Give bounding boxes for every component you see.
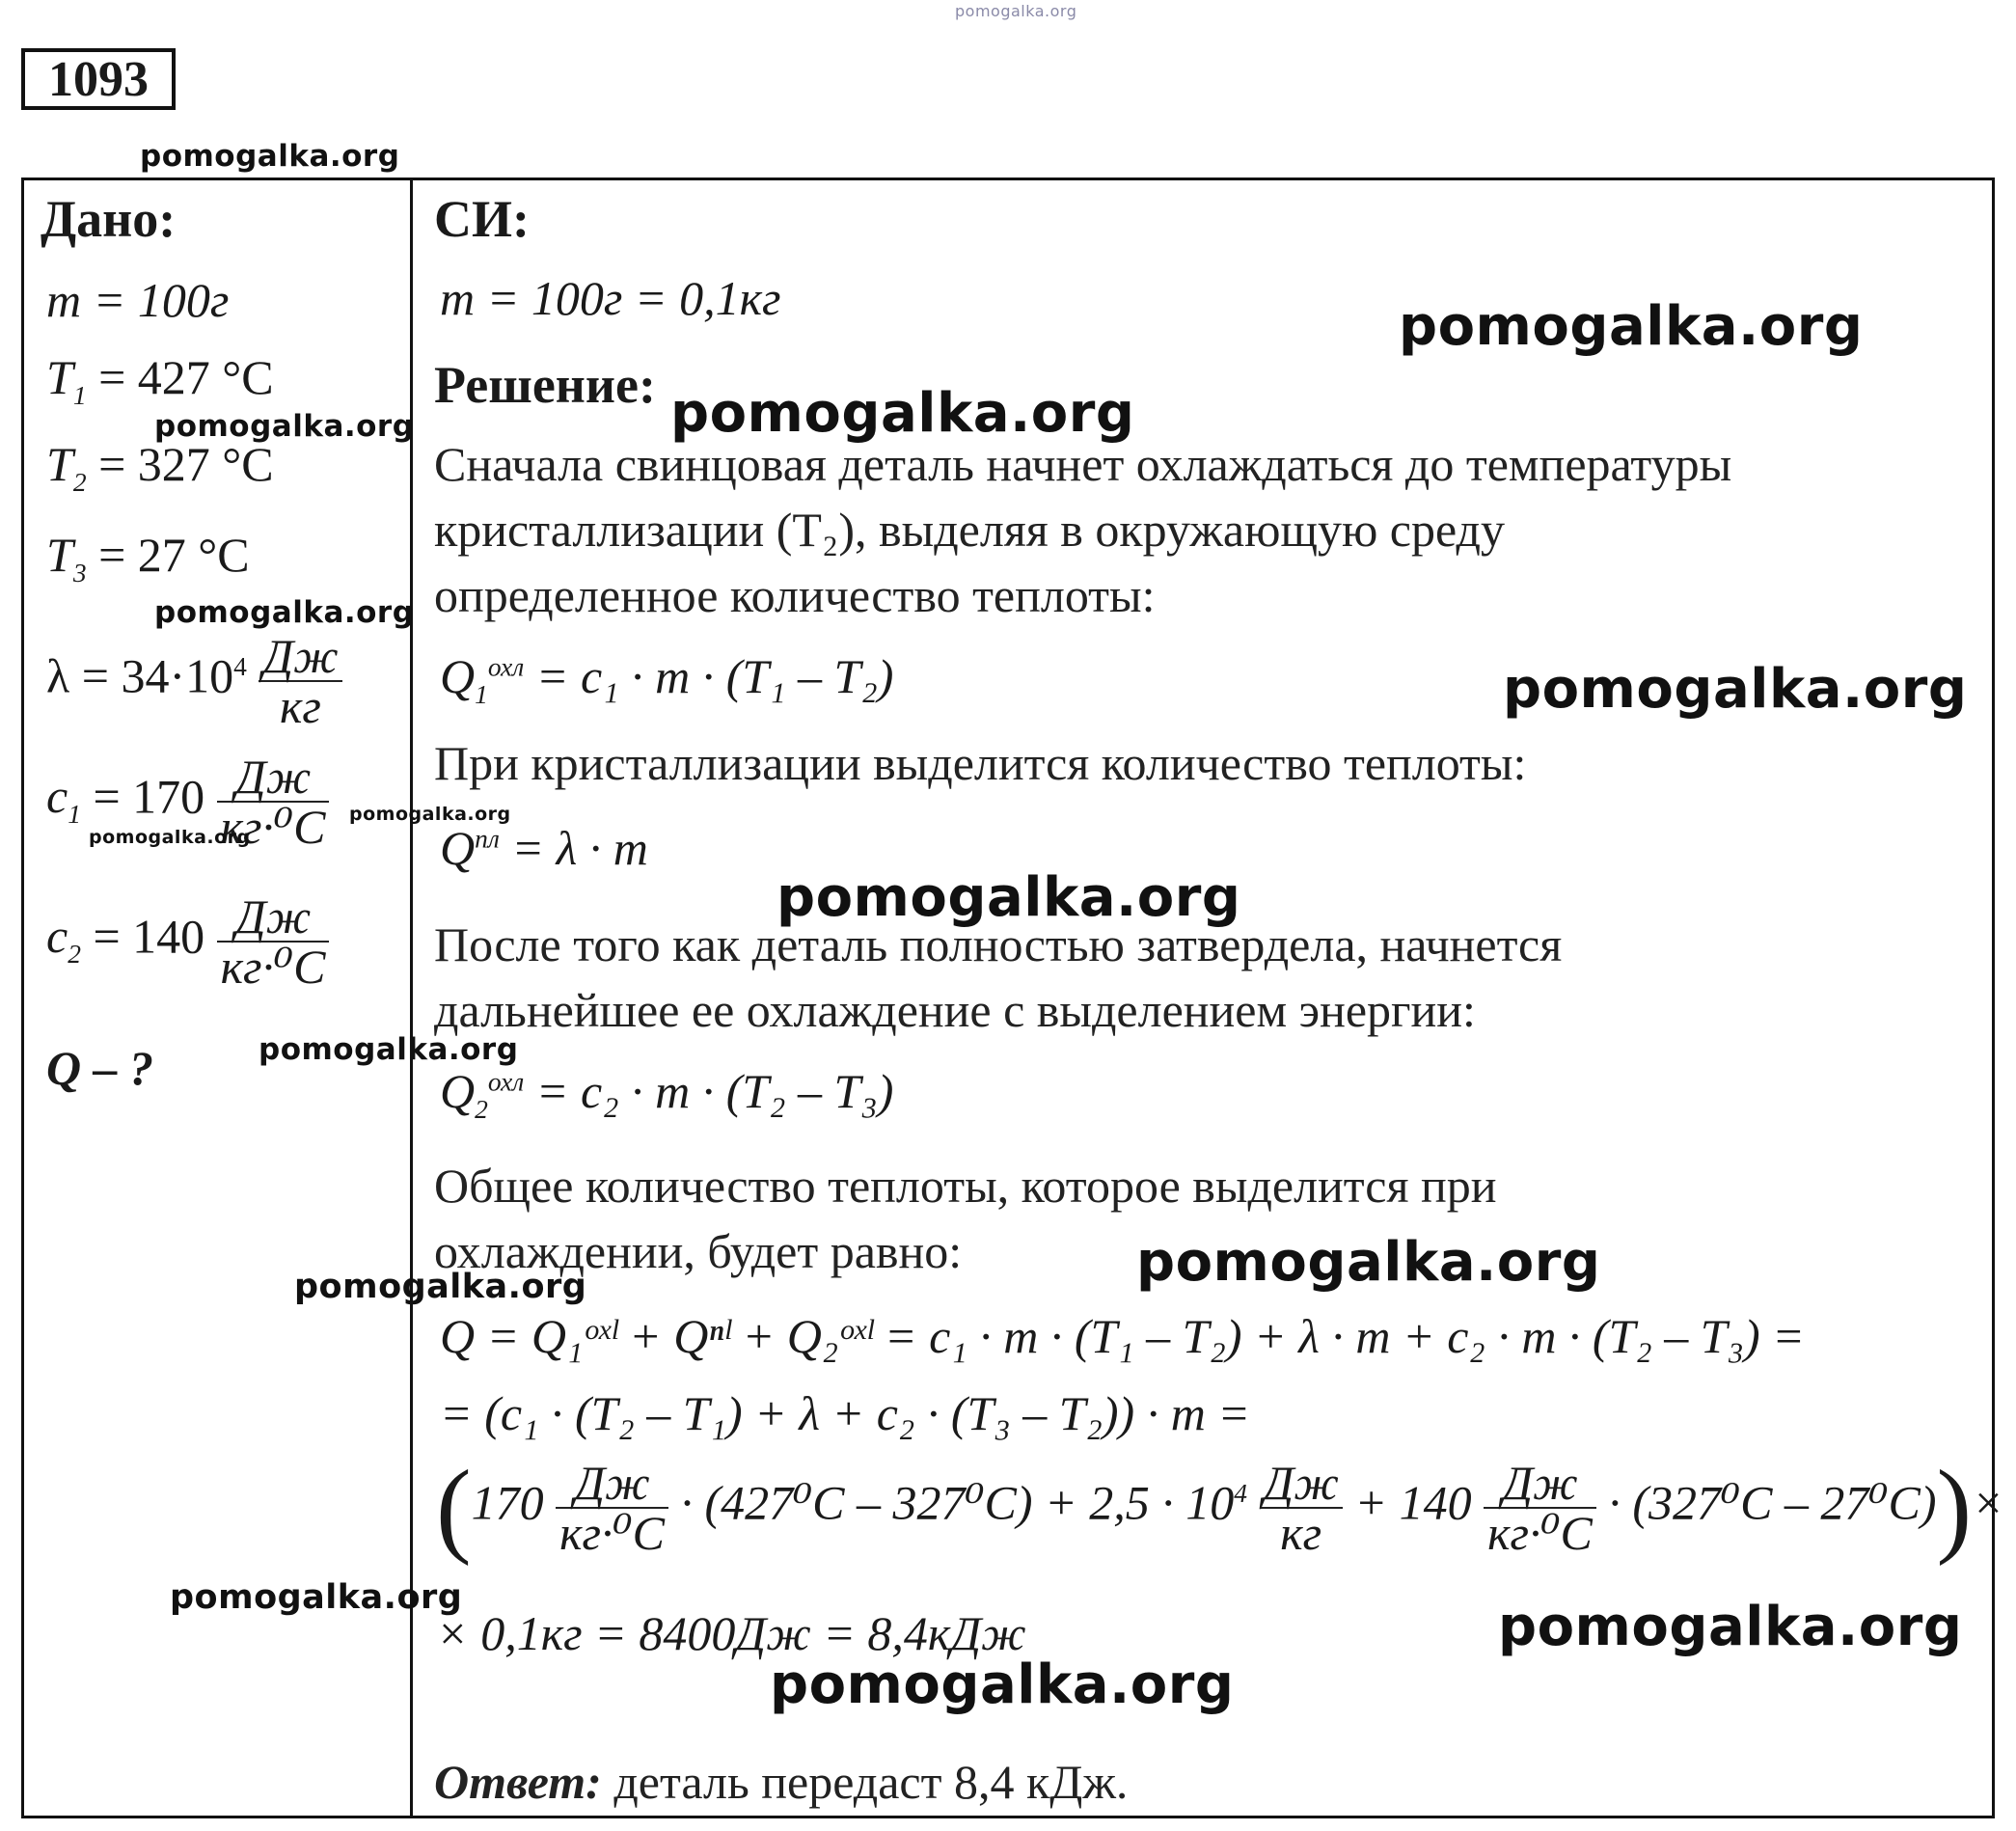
watermark: pomogalka.org <box>670 382 1135 445</box>
para-4-line-2: охлаждении, будет равно: <box>434 1224 963 1278</box>
sup-pl: пл <box>475 823 500 854</box>
unit-numerator: Дж <box>1484 1459 1596 1509</box>
unit-numerator: Дж <box>217 892 330 943</box>
problem-number: 1093 <box>21 48 176 110</box>
para-4-line-1: Общее количество теплоты, которое выделится при <box>434 1159 1497 1213</box>
watermark: pomogalka.org <box>140 139 400 174</box>
unit-numerator: Дж <box>259 632 341 682</box>
c2-value: = 140 <box>93 909 205 964</box>
para-1-line-3: определенное количество теплоты: <box>434 568 1156 622</box>
given-t1-value: = 427 °C <box>98 350 274 404</box>
watermark: pomogalka.org <box>1136 1231 1601 1294</box>
watermark: pomogalka.org <box>1503 658 1968 721</box>
num-140: + 140 <box>1354 1475 1472 1530</box>
equation-q2-rhs: = c₂ · m · (T₂ – T₃) <box>535 1064 894 1118</box>
para-1-line-2: кристаллизации (T₂), выделяя в окружающую среду <box>434 503 1505 557</box>
si-header: СИ: <box>434 190 530 248</box>
watermark: pomogalka.org <box>294 1268 587 1306</box>
given-t3-value: = 27 °C <box>98 528 250 582</box>
lambda-exponent: 4 <box>233 650 247 681</box>
num-exponent: 4 <box>1234 1477 1248 1508</box>
given-t3: $T_3 = 27$ °C <box>46 528 250 588</box>
given-mass: m = 100г <box>46 273 230 327</box>
answer <box>434 1754 1128 1810</box>
sup-ohl: охл <box>487 1066 525 1097</box>
equation-total-line-2: = (c₁ · (T₂ – T₁) + λ + c₂ · (T₃ – T₂)) · m = <box>440 1386 1251 1440</box>
unit-frac-2 <box>1260 1456 1343 1560</box>
unit-frac-1 <box>556 1456 668 1560</box>
watermark: pomogalka.org <box>770 1653 1235 1716</box>
equation-result: × 0,1кг = 8400Дж = 8,4кДж <box>436 1606 1026 1660</box>
unit-denominator: кг <box>1280 1506 1322 1560</box>
equation-q1-rhs: = c₁ · m · (T₁ – T₂) <box>535 649 894 703</box>
unit-denominator: кг·⁰C <box>1487 1506 1593 1560</box>
unit-numerator: Дж <box>1260 1459 1343 1509</box>
solution-header: Решение: <box>434 356 656 414</box>
unit-denominator: кг·⁰C <box>559 1506 665 1560</box>
times-sign: × <box>1972 1475 2004 1530</box>
equation-q2: $Q_2^{охл} = c_2 \cdot m \cdot (T_2 - T_3)$ <box>440 1064 894 1124</box>
given-t2-value: = 327 °C <box>98 437 274 491</box>
given-c1: $c_1 = 170$ $\frac{Дж}{\text{кг·⁰C}}$ <box>46 752 329 851</box>
unit-frac-3 <box>1484 1456 1596 1560</box>
given-t1: $T_1 = 427$ °C <box>46 350 274 410</box>
watermark: pomogalka.org <box>154 595 415 630</box>
equation-total-line-1: Q = Q₁ᵒˣˡ + Qⁿˡ + Q₂ᵒˣˡ = c₁ · m · (T₁ – T₂) + λ · m + c₂ · m · (T₂ – T₃) = <box>440 1309 1805 1363</box>
watermark: pomogalka.org <box>89 827 251 848</box>
lambda-value: λ = 34·10 <box>46 648 234 703</box>
si-mass: m = 100г = 0,1кг <box>440 271 781 325</box>
c2-unit <box>217 889 330 994</box>
watermark: pomogalka.org <box>259 1032 519 1067</box>
para-2: При кристаллизации выделится количество теплоты: <box>434 736 1527 790</box>
unit-denominator: кг·⁰C <box>220 800 326 854</box>
watermark: pomogalka.org <box>154 409 415 444</box>
given-c2: $c_2 = 140$ $\frac{Дж}{\text{кг·⁰C}}$ <box>46 892 329 991</box>
watermark: pomogalka.org <box>1399 295 1864 358</box>
para-3-line-1: После того как деталь полностью затвердела, начнется <box>434 917 1563 971</box>
para-3-line-2: дальнейшее ее охлаждение с выделением энергии: <box>434 983 1476 1037</box>
given-lambda <box>46 629 342 733</box>
sup-ohl: охл <box>487 651 525 682</box>
given-header: Дано: <box>41 190 177 248</box>
para-1-line-1: Сначала свинцовая деталь начнет охлаждаться до температуры <box>434 437 1732 491</box>
num-170: 170 <box>471 1475 544 1530</box>
equation-numeric: (170 $\frac{Дж}{\text{кг·⁰C}}$ · $(427^0C - 327^0C) + 2,5 \cdot 10^4$ $\frac{Дж}{кг}$ + 140 $\frac{Дж}{\text{кг·⁰C}}$ · (327⁰C – 27⁰C))× <box>436 1448 2004 1567</box>
lambda-unit <box>259 629 341 733</box>
watermark: pomogalka.org <box>776 866 1241 929</box>
watermark: pomogalka.org <box>1498 1596 1963 1658</box>
equation-q1: $Q_1^{охл} = c_1 \cdot m \cdot (T_1 - T_2)$ <box>440 649 894 709</box>
given-find: Q – ? <box>46 1041 154 1095</box>
answer-label: Ответ: <box>434 1755 602 1809</box>
answer-text: деталь передаст 8,4 кДж. <box>613 1755 1129 1809</box>
watermark: pomogalka.org <box>170 1578 463 1617</box>
unit-numerator: Дж <box>556 1459 668 1509</box>
equation-q-pl: $Q^{пл} = \lambda \cdot m$ <box>440 821 648 875</box>
num-part-b: · (427⁰C – 327⁰C) + 2,5 · 10 <box>680 1475 1235 1530</box>
num-part-d: · (327⁰C – 27⁰C) <box>1608 1475 1937 1530</box>
given-t2: $T_2 = 327$ °C <box>46 437 274 497</box>
c1-value: = 170 <box>93 769 205 824</box>
watermark: pomogalka.org <box>349 804 511 825</box>
equation-q-pl-rhs: = λ · m <box>511 821 648 875</box>
unit-denominator: кг·⁰C <box>220 940 326 994</box>
unit-numerator: Дж <box>217 752 330 803</box>
watermark-top: pomogalka.org <box>955 2 1077 20</box>
unit-denominator: кг <box>280 679 321 733</box>
